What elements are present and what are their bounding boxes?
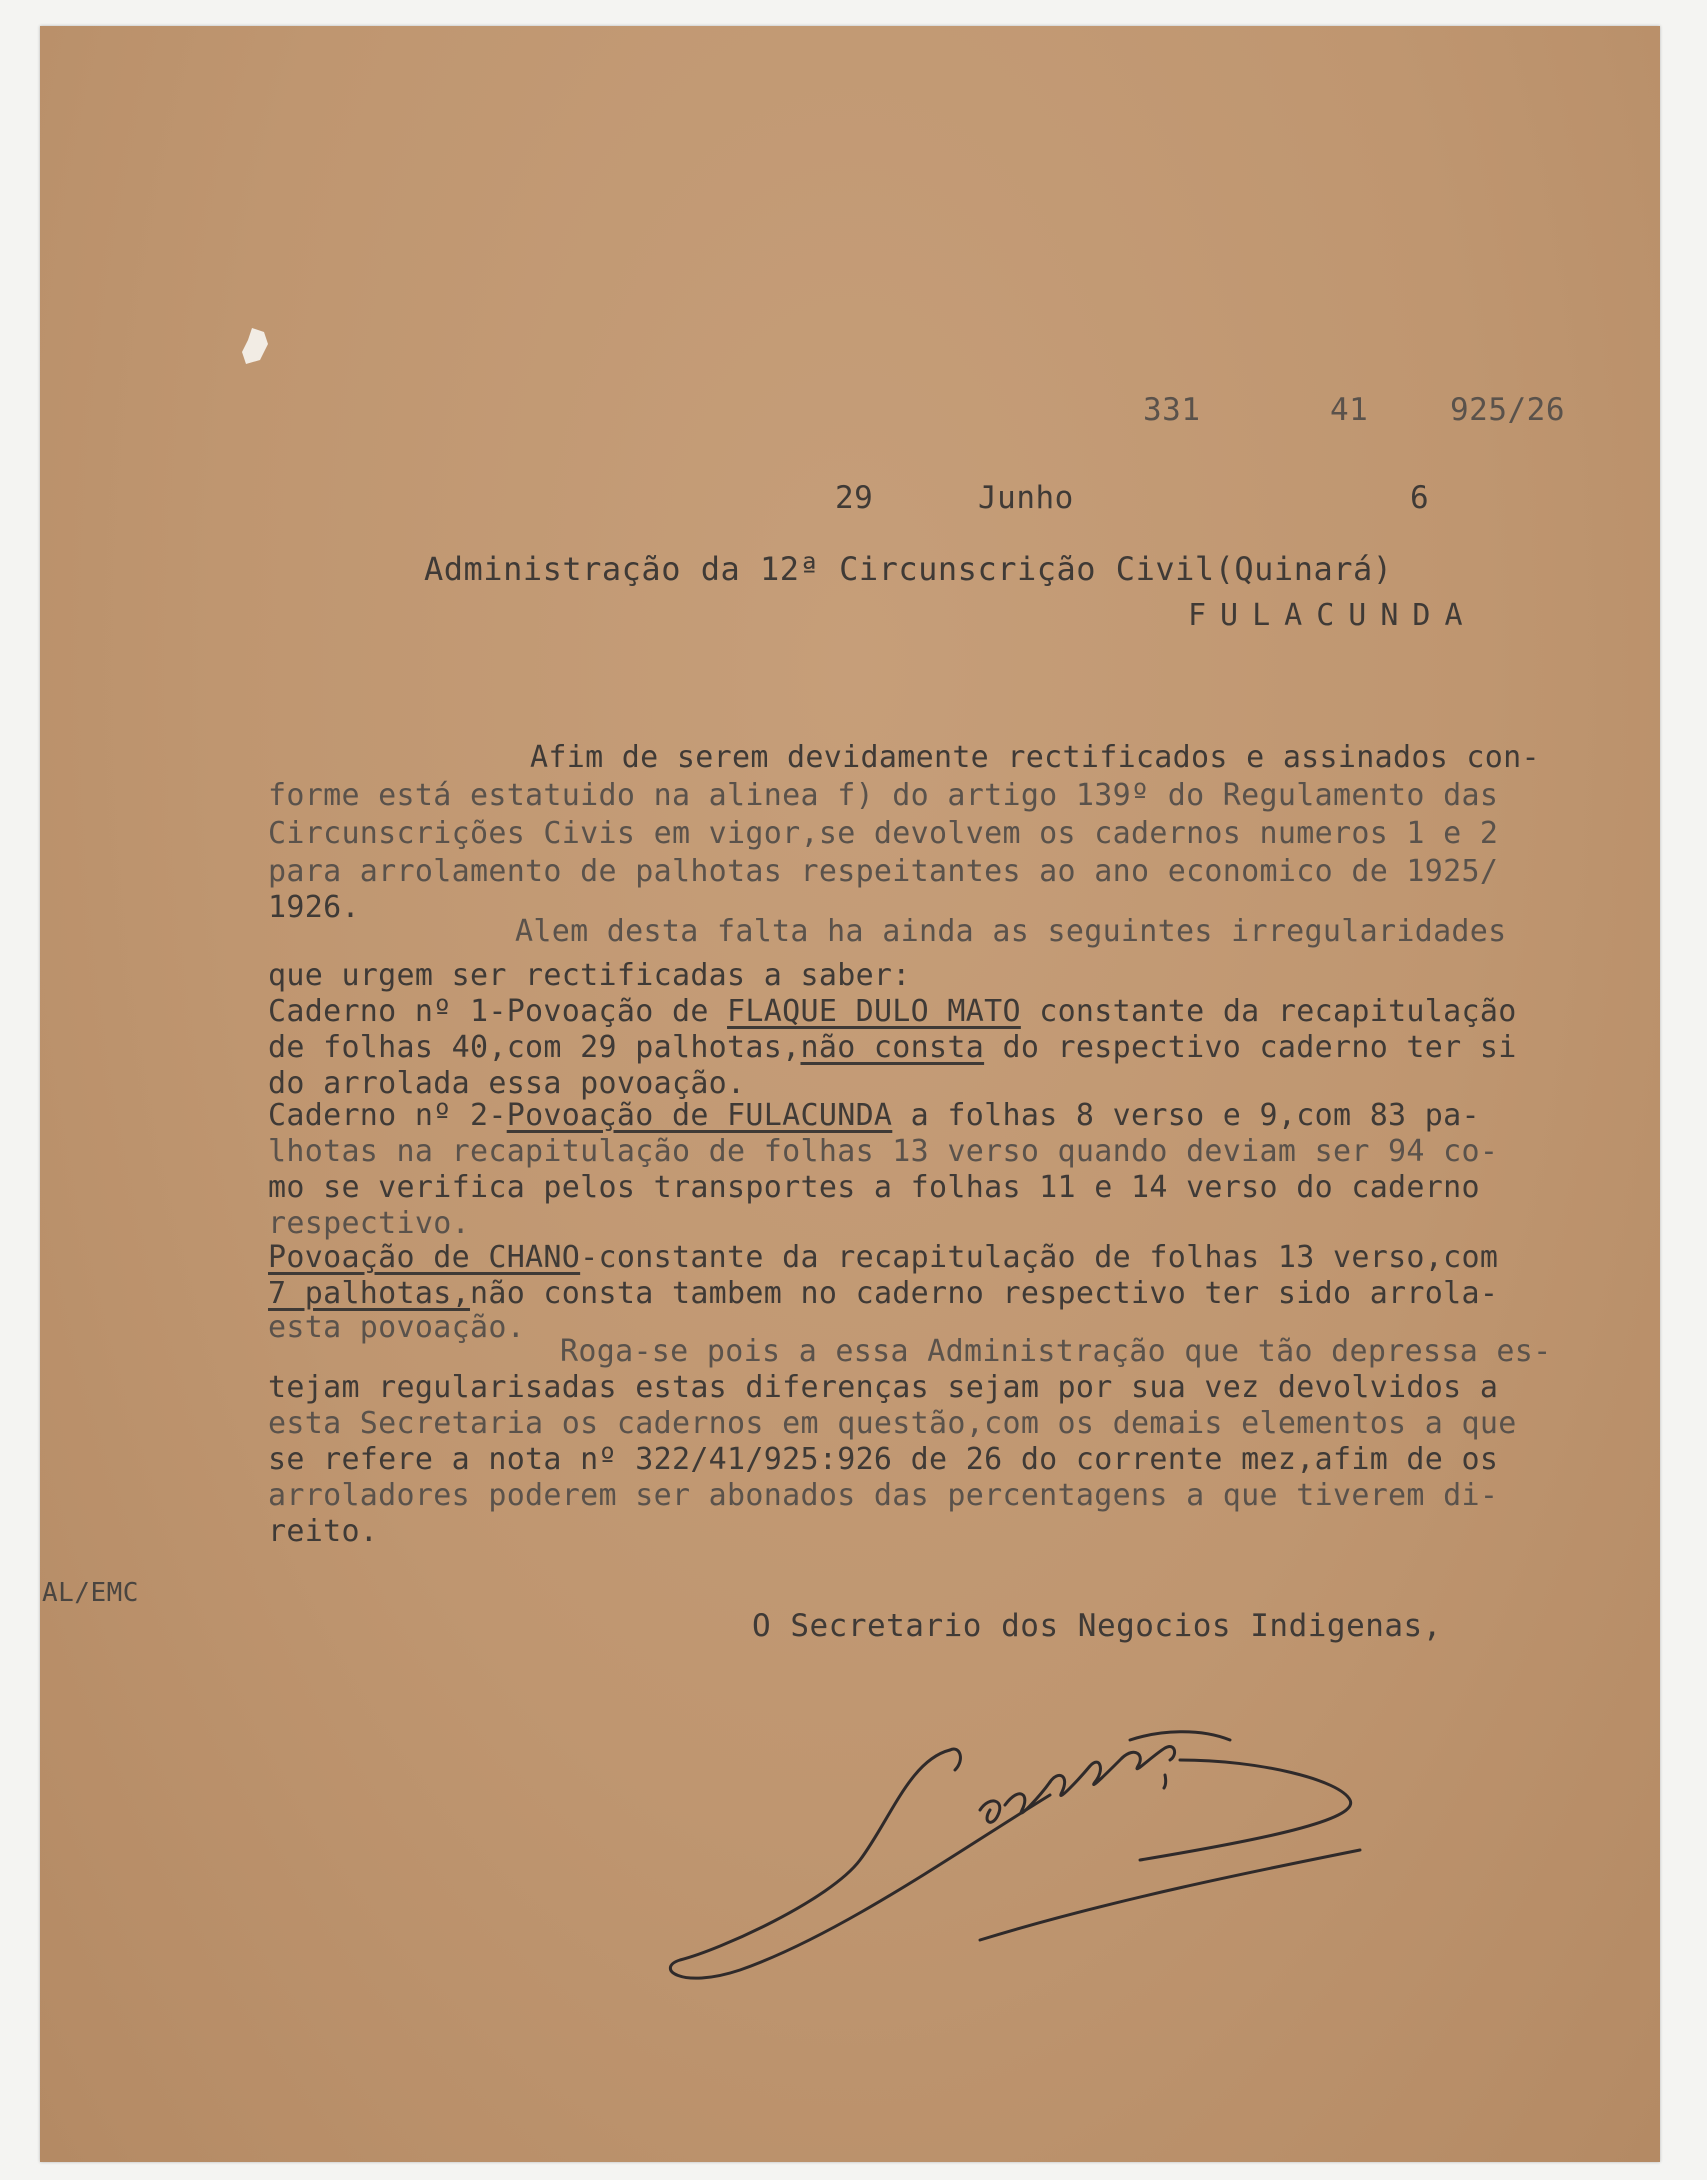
caderno-2-line: lhotas na recapitulação de folhas 13 verso quando deviam ser 94 co- — [268, 1134, 1499, 1169]
body-line: esta Secretaria os cadernos em questão,com os demais elementos a que — [268, 1406, 1517, 1441]
chano-suffix: -constante da recapitulação de folhas 13 verso,com — [580, 1240, 1499, 1275]
addressee-place: FULACUNDA — [1188, 598, 1477, 633]
caderno-2-prefix: Caderno nº 2- — [268, 1098, 507, 1133]
caderno-1-line2-post: do respectivo caderno ter si — [984, 1030, 1517, 1065]
date-year: 6 — [1410, 480, 1430, 516]
caderno-2-line: mo se verifica pelos transportes a folhas 11 e 14 verso do caderno — [268, 1170, 1480, 1205]
caderno-1-settlement: FLAQUE DULO MATO — [727, 994, 1021, 1029]
handwritten-signature — [660, 1700, 1420, 2000]
body-line: para arrolamento de palhotas respeitantes ao ano economico de 1925/ — [268, 854, 1499, 889]
caderno-2-line: respectivo. — [268, 1206, 470, 1241]
date-month: Junho — [978, 480, 1074, 516]
body-line: 1926. — [268, 890, 360, 925]
body-line: Alem desta falta ha ainda as seguintes irregularidades — [515, 914, 1507, 949]
chano-line — [268, 1240, 1498, 1275]
caderno-1-line — [268, 1030, 1517, 1065]
caderno-1-line — [268, 994, 1517, 1029]
closing-title: O Secretario dos Negocios Indigenas, — [752, 1608, 1442, 1644]
reference-number: 331 — [1143, 392, 1201, 428]
reference-series: 41 — [1330, 392, 1369, 428]
body-line: forme está estatuido na alinea f) do artigo 139º do Regulamento das — [268, 778, 1499, 813]
typist-initials: AL/EMC — [42, 1578, 139, 1608]
date-day: 29 — [835, 480, 874, 516]
caderno-1-line: do arrolada essa povoação. — [268, 1066, 746, 1101]
body-line: reito. — [268, 1514, 379, 1549]
caderno-2-settlement: Povoação de FULACUNDA — [506, 1098, 893, 1133]
reference-year: 925/26 — [1450, 392, 1565, 428]
caderno-1-line2-underlined: não consta — [800, 1030, 985, 1065]
caderno-2-line — [268, 1098, 1480, 1133]
body-line: arroladores poderem ser abonados das percentagens a que tiverem di- — [268, 1478, 1499, 1513]
caderno-1-prefix: Caderno nº 1-Povoação de — [268, 994, 728, 1029]
body-line: Roga-se pois a essa Administração que tão depressa es- — [560, 1334, 1552, 1369]
paper-tear-mark — [238, 326, 272, 366]
caderno-1-line2-pre: de folhas 40,com 29 palhotas, — [268, 1030, 801, 1065]
caderno-1-suffix: constante da recapitulação — [1020, 994, 1517, 1029]
addressee-administration: Administração da 12ª Circunscrição Civil(Quinará) — [424, 550, 1393, 588]
body-line: Afim de serem devidamente rectificados e assinados con- — [530, 740, 1540, 775]
body-line: que urgem ser rectificadas a saber: — [268, 958, 911, 993]
chano-line2-underlined: 7 palhotas, — [268, 1276, 470, 1311]
chano-line — [268, 1276, 1498, 1311]
chano-settlement: Povoação de CHANO — [268, 1240, 581, 1275]
chano-line2-post: não consta tambem no caderno respectivo ter sido arrola- — [469, 1276, 1499, 1311]
chano-line: esta povoação. — [268, 1310, 526, 1345]
body-line: tejam regularisadas estas diferenças sejam por sua vez devolvidos a — [268, 1370, 1499, 1405]
body-line: se refere a nota nº 322/41/925:926 de 26 do corrente mez,afim de os — [268, 1442, 1499, 1477]
caderno-2-suffix: a folhas 8 verso e 9,com 83 pa- — [892, 1098, 1480, 1133]
body-line: Circunscrições Civis em vigor,se devolvem os cadernos numeros 1 e 2 — [268, 816, 1499, 851]
